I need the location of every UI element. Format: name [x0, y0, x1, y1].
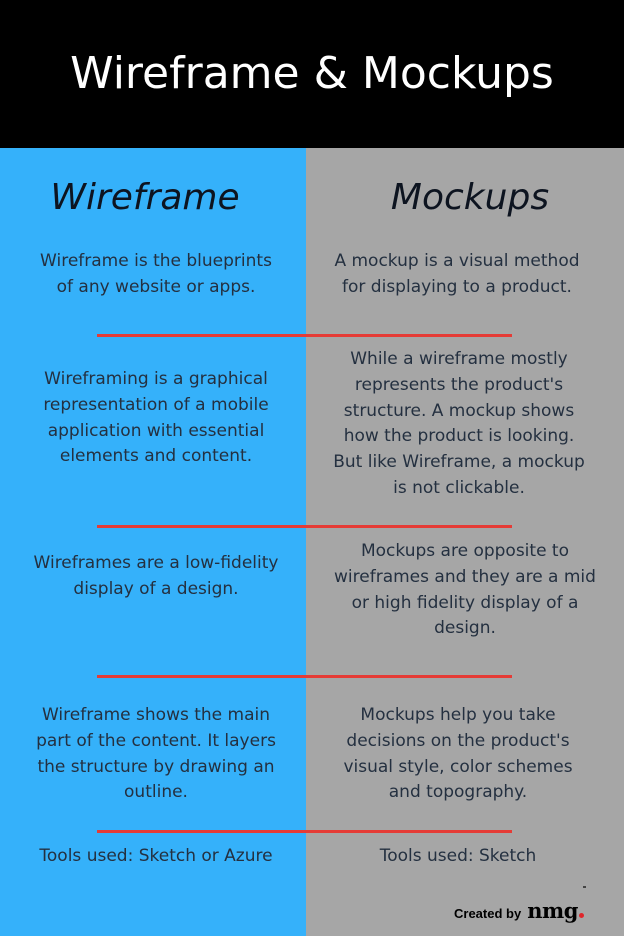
credit-label: Created by	[454, 906, 522, 921]
mockups-row-2: While a wireframe mostly represents the product's structure. A mockup shows how the product is looking. But like Wireframe, a mockup is not clickable.	[333, 349, 585, 498]
row-divider	[97, 525, 512, 528]
row-divider	[97, 334, 512, 337]
logo-dot-icon	[579, 913, 584, 918]
nmg-logo	[527, 898, 584, 923]
row-divider	[97, 830, 512, 833]
page-title: Wireframe & Mockups	[70, 48, 554, 99]
wireframe-column-title: Wireframe	[50, 177, 240, 218]
row-divider	[97, 675, 512, 678]
corner-mark	[583, 886, 586, 888]
mockups-row-3: Mockups are opposite to wireframes and they are a mid or high fidelity display of a design.	[334, 541, 596, 639]
credit	[454, 898, 584, 924]
logo-text: nmg	[527, 898, 578, 923]
wireframe-row-2: Wireframing is a graphical representation of a mobile application with essential elements and content.	[43, 369, 269, 467]
mockups-row-4: Mockups help you take decisions on the product's visual style, color schemes and topography.	[343, 705, 573, 803]
wireframe-row-1: Wireframe is the blueprints of any website or apps.	[40, 251, 272, 297]
mockups-column-title: Mockups	[390, 177, 550, 218]
header-bar	[0, 0, 624, 148]
wireframe-row-4: Wireframe shows the main part of the content. It layers the structure by drawing an outline.	[36, 705, 276, 803]
wireframe-row-3: Wireframes are a low-fidelity display of a design.	[33, 553, 279, 599]
mockups-row-5: Tools used: Sketch	[379, 846, 537, 866]
wireframe-row-5: Tools used: Sketch or Azure	[39, 846, 273, 866]
mockups-row-1: A mockup is a visual method for displaying to a product.	[334, 251, 580, 297]
